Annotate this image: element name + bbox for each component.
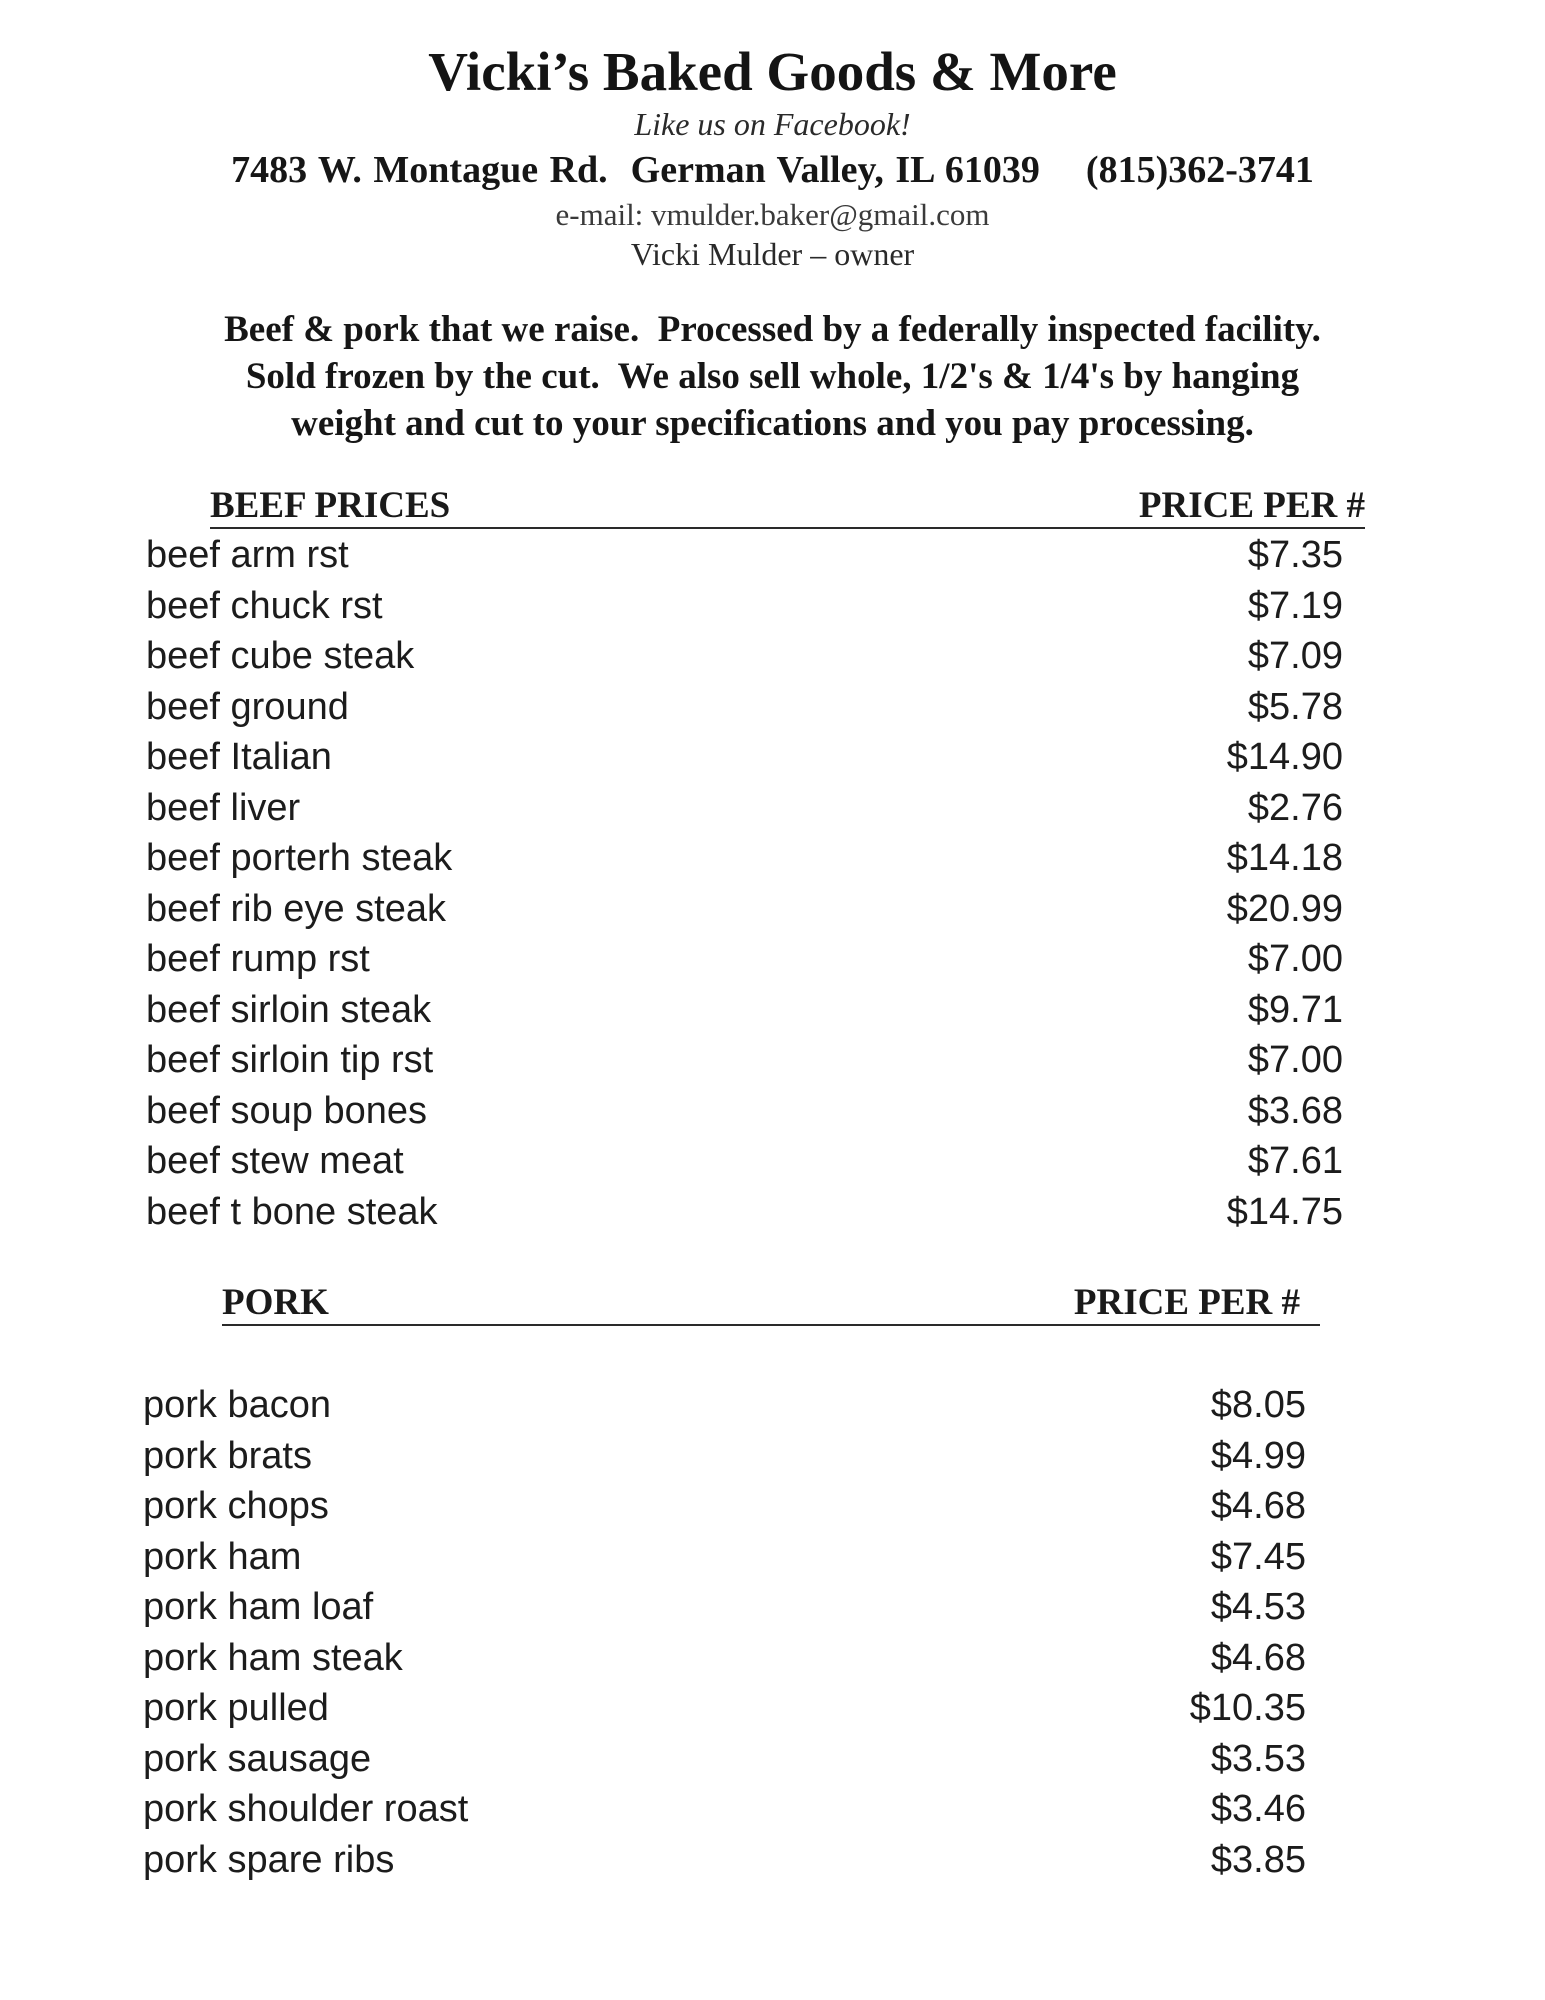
item-price: $7.00 [1247, 1039, 1343, 1081]
beef-row [146, 985, 1343, 1036]
item-price: $4.68 [1210, 1636, 1306, 1679]
item-price: $2.76 [1247, 786, 1343, 829]
intro-paragraph [0, 306, 1545, 447]
item-price: $4.99 [1210, 1434, 1306, 1477]
item-price: $7.19 [1247, 584, 1343, 627]
item-name: beef sirloin tip rst [146, 1039, 434, 1081]
beef-row [146, 1035, 1343, 1086]
pork-row [143, 1784, 1306, 1835]
item-price: $8.05 [1210, 1384, 1306, 1426]
item-price: $7.09 [1247, 635, 1343, 677]
item-price: $9.71 [1247, 988, 1343, 1031]
item-name: pork shoulder roast [143, 1788, 469, 1830]
email-line: e-mail: vmulder.baker@gmail.com [555, 197, 990, 232]
beef-row [146, 1086, 1343, 1137]
item-name: beef sirloin steak [146, 988, 432, 1031]
item-name: pork pulled [143, 1687, 329, 1729]
intro-line-3: weight and cut to your specifications and you pay processing. [291, 403, 1254, 444]
beef-price-heading: PRICE PER # [1138, 485, 1365, 526]
item-price: $7.45 [1210, 1535, 1306, 1578]
beef-row [146, 1136, 1343, 1187]
pork-price-list [143, 1380, 1306, 1885]
item-price: $14.18 [1226, 837, 1343, 879]
pork-row [143, 1633, 1306, 1684]
pork-row [143, 1380, 1306, 1431]
item-name: beef rump rst [146, 938, 370, 980]
beef-row [146, 833, 1343, 884]
beef-row [146, 581, 1343, 632]
item-name: beef ground [146, 685, 349, 728]
facebook-note: Like us on Facebook! [634, 106, 911, 142]
beef-price-list [146, 530, 1343, 1237]
beef-row [146, 884, 1343, 935]
item-name: beef chuck rst [146, 584, 383, 627]
intro-line-2: Sold frozen by the cut. We also sell whole, 1/2's & 1/4's by hanging [245, 356, 1300, 397]
item-price: $14.90 [1226, 736, 1343, 778]
page-title: Vicki’s Baked Goods & More [428, 41, 1117, 102]
item-name: beef Italian [146, 736, 332, 778]
item-name: pork brats [143, 1434, 312, 1477]
item-price: $7.00 [1247, 938, 1343, 980]
beef-row [146, 783, 1343, 834]
beef-row [146, 732, 1343, 783]
pork-section-header [222, 1280, 1320, 1326]
item-price: $3.85 [1210, 1838, 1306, 1881]
pork-row [143, 1431, 1306, 1482]
beef-row [146, 934, 1343, 985]
item-price: $3.46 [1210, 1788, 1306, 1830]
beef-row [146, 631, 1343, 682]
item-price: $20.99 [1226, 887, 1343, 930]
item-name: pork spare ribs [143, 1838, 395, 1881]
pork-row [143, 1835, 1306, 1886]
pork-row [143, 1734, 1306, 1785]
pork-row [143, 1582, 1306, 1633]
item-price: $10.35 [1189, 1687, 1306, 1729]
pork-heading: PORK [222, 1282, 329, 1323]
item-price: $4.68 [1210, 1485, 1306, 1527]
item-name: beef stew meat [146, 1140, 404, 1182]
item-name: pork ham loaf [143, 1586, 374, 1628]
pork-row [143, 1532, 1306, 1583]
pork-price-heading: PRICE PER # [1073, 1282, 1300, 1323]
beef-row [146, 682, 1343, 733]
item-name: pork ham steak [143, 1636, 403, 1679]
item-price: $7.35 [1247, 534, 1343, 576]
item-name: beef soup bones [146, 1089, 428, 1132]
item-name: pork sausage [143, 1737, 372, 1780]
item-price: $7.61 [1247, 1140, 1343, 1182]
item-name: beef arm rst [146, 534, 349, 576]
item-name: pork bacon [143, 1384, 332, 1426]
item-name: beef cube steak [146, 635, 415, 677]
item-name: beef porterh steak [146, 837, 453, 879]
item-name: beef liver [146, 786, 301, 829]
item-price: $3.68 [1247, 1089, 1343, 1132]
pork-row [143, 1683, 1306, 1734]
item-price: $4.53 [1210, 1586, 1306, 1628]
item-name: beef rib eye steak [146, 887, 446, 930]
address-line: 7483 W. Montague Rd. German Valley, IL 61039 (815)362-3741 [231, 149, 1314, 191]
beef-section-header [210, 483, 1365, 529]
beef-heading: BEEF PRICES [210, 485, 451, 526]
item-name: beef t bone steak [146, 1190, 438, 1233]
beef-row [146, 530, 1343, 581]
intro-line-1: Beef & pork that we raise. Processed by a federally inspected facility. [224, 309, 1321, 350]
item-price: $3.53 [1210, 1737, 1306, 1780]
item-name: pork chops [143, 1485, 329, 1527]
item-price: $5.78 [1247, 685, 1343, 728]
pork-row [143, 1481, 1306, 1532]
item-name: pork ham [143, 1535, 302, 1578]
item-price: $14.75 [1226, 1190, 1343, 1233]
owner-line: Vicki Mulder – owner [630, 236, 915, 272]
beef-row [146, 1187, 1343, 1238]
